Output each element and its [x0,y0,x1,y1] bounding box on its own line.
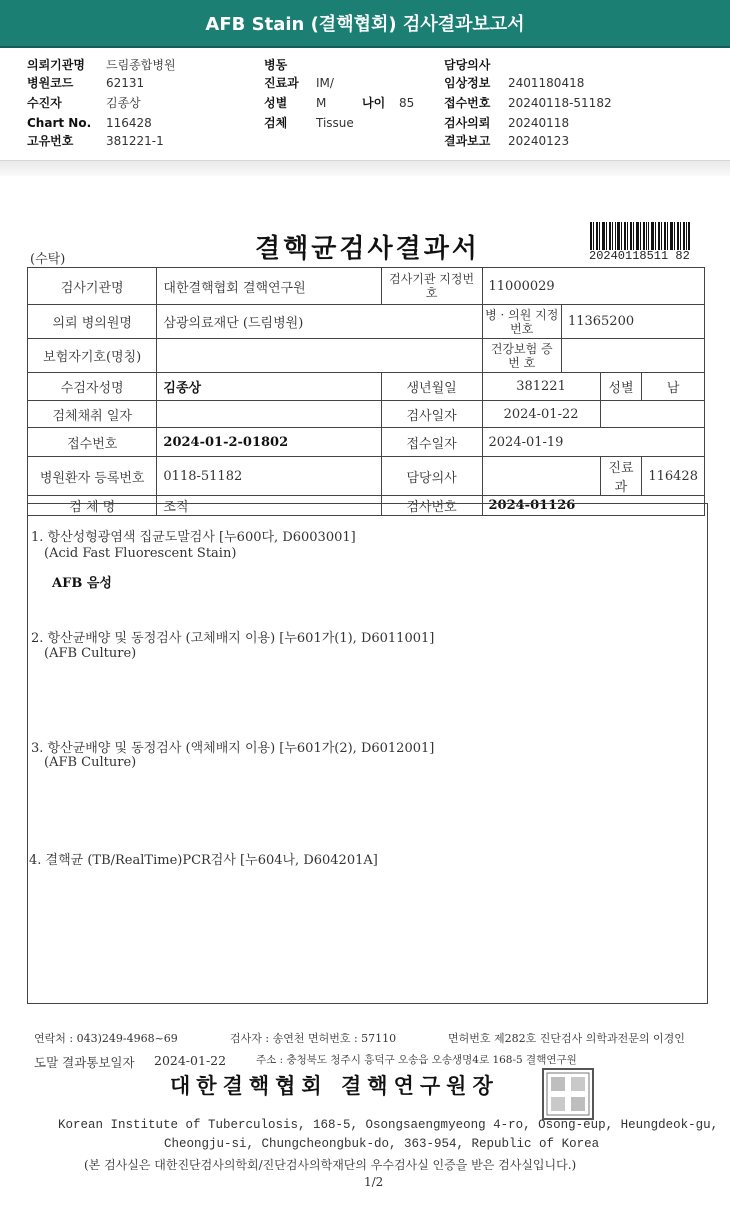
section-divider [0,160,730,176]
patient-reg-label: 병원환자 등록번호 [28,457,157,496]
results-panel [27,503,708,1004]
header-value-chart-no: 116428 [106,116,152,130]
birth-label: 생년월일 [381,373,482,401]
patient-reg-value: 0118-51182 [157,457,381,496]
health-checkup-label: 건강보험 증 번 호 [482,339,561,373]
sex-value: 남 [642,373,705,401]
hospital-id-label: 병 · 의원 지정번호 [482,305,561,339]
header-field-doctor: 담당의사 [444,58,491,72]
result-item-2-title: 2. 항산균배양 및 동정검사 (고체배지 이용) [누601가(1), D6011001] [31,631,435,646]
header-field-chart-no: Chart No. [27,116,92,130]
patient-info-table [27,267,705,516]
test-no-value: 2024-01126 [482,496,705,516]
footer-english-address-1: Korean Institute of Tuberculosis, 168-5, Osongsaengmyeong 4-ro, Osong-eup, Heungdeok-gu, [58,1118,719,1132]
health-checkup-value [561,339,704,373]
footer-certification: (본 검사실은 대한진단검사의학회/진단검사의학재단의 우수검사실 인증을 받은 검사실입니다.) [84,1158,577,1172]
test-no-label: 검사번호 [381,496,482,516]
receipt-label: (수탁) [30,252,66,267]
result-item-1-subtitle: (Acid Fast Fluorescent Stain) [44,546,237,561]
receipt-date-label: 접수일자 [381,428,482,457]
header-value-age: 85 [399,96,415,110]
header-value-unique-id: 381221-1 [106,134,164,148]
header-field-receipt-no: 접수번호 [444,96,491,110]
page-number: 1/2 [364,1175,384,1189]
header-value-clinical-info: 2401180418 [508,76,585,90]
collect-date-label: 검체채취 일자 [28,401,157,428]
barcode-number: 20240118511 82 [589,249,690,263]
footer-specialist: 면허번호 제282호 진단검사 의학과전문의 이경인 [448,1032,685,1045]
birth-value: 381221 [482,373,600,401]
official-seal-stamp [540,1066,596,1122]
header-field-specimen: 검체 [264,116,288,130]
header-value-requesting-org: 드림종합병원 [106,58,176,72]
header-value-request-date: 20240118 [508,116,570,130]
header-field-request-date: 검사의뢰 [444,116,491,130]
doctor-value [482,457,600,496]
insured-label: 보험자기호(명칭) [28,339,157,373]
header-value-specimen: Tissue [316,116,354,130]
specimen-value: 조직 [157,496,381,516]
result-item-1-title: 1. 항산성형광염색 집균도말검사 [누600다, D6003001] [31,530,356,545]
header-value-department: IM/ [316,76,334,90]
header-field-clinical-info: 임상정보 [444,76,491,90]
receipt-no-value: 2024-01-2-01802 [157,428,381,457]
report-title: AFB Stain (결핵협회) 검사결과보고서 [205,14,525,35]
testing-org-value: 대한결핵협회 결핵연구원 [157,268,381,305]
barcode-image [590,222,690,250]
header-value-patient: 김종상 [106,96,141,110]
footer-contact: 연락처 : 043)249-4968~69 [34,1032,178,1045]
sex-label: 성별 [600,373,642,401]
header-value-hospital-code: 62131 [106,76,145,90]
footer-english-address-2: Cheongju-si, Chungcheongbuk-do, 363-954, Republic of Korea [164,1137,600,1151]
header-field-hospital-code: 병원코드 [27,76,74,90]
result-item-3-title: 3. 항산균배양 및 동정검사 (액체배지 이용) [누601가(2), D6012001] [31,741,435,756]
header-field-sex: 성별 [264,96,288,110]
patient-name-label: 수검자성명 [28,373,157,401]
result-item-1-value: AFB 음성 [52,576,112,591]
testing-org-id-label: 검사기관 지정번호 [381,268,482,305]
test-date-extra [600,401,704,428]
test-date-value: 2024-01-22 [482,401,600,428]
receipt-no-label: 접수번호 [28,428,157,457]
specimen-label: 검 체 명 [28,496,157,516]
footer-inspector: 검사자 : 송연천 면허번호 : 57110 [230,1032,397,1045]
header-field-ward: 병동 [264,58,288,72]
collect-date-value [157,401,381,428]
header-field-department: 진료과 [264,76,299,90]
header-value-receipt-no: 20240118-51182 [508,96,612,110]
result-item-2-subtitle: (AFB Culture) [44,646,137,661]
header-value-sex: M [316,96,327,110]
document-title: 결핵균검사결과서 [255,234,480,264]
header-field-report-date: 결과보고 [444,134,491,148]
header-value-report-date: 20240123 [508,134,570,148]
header-field-patient: 수진자 [27,96,62,110]
result-item-3-subtitle: (AFB Culture) [44,755,137,770]
doctor-label: 담당의사 [381,457,482,496]
institute-name: 대한결핵협회 결핵연구원장 [170,1073,499,1098]
receipt-date-value: 2024-01-19 [482,428,705,457]
header-field-requesting-org: 의뢰기관명 [27,58,85,72]
footer-smear-date-label: 도말 결과통보일자 [34,1055,135,1070]
header-field-unique-id: 고유번호 [27,134,74,148]
patient-name-value: 김종상 [157,373,381,401]
header-field-age: 나이 [362,96,386,110]
test-date-label: 검사일자 [381,401,482,428]
dept-label: 진료과 [600,457,642,496]
testing-org-id-value: 11000029 [482,268,705,305]
insured-value [157,339,482,373]
result-item-4-title: 4. 결핵균 (TB/RealTime)PCR검사 [누604나, D604201A] [29,853,378,868]
footer-smear-date: 2024-01-22 [154,1053,227,1068]
requesting-hospital-label: 의뢰 병의원명 [28,305,157,339]
testing-org-label: 검사기관명 [28,268,157,305]
dept-value: 116428 [642,457,705,496]
report-title-bar [0,0,730,48]
hospital-id-value: 11365200 [561,305,704,339]
footer-address: 주소 : 충청북도 청주시 흥덕구 오송읍 오송생명4로 168-5 결핵연구원 [256,1054,577,1066]
requesting-hospital-value: 삼광의료재단 (드림병원) [157,305,482,339]
